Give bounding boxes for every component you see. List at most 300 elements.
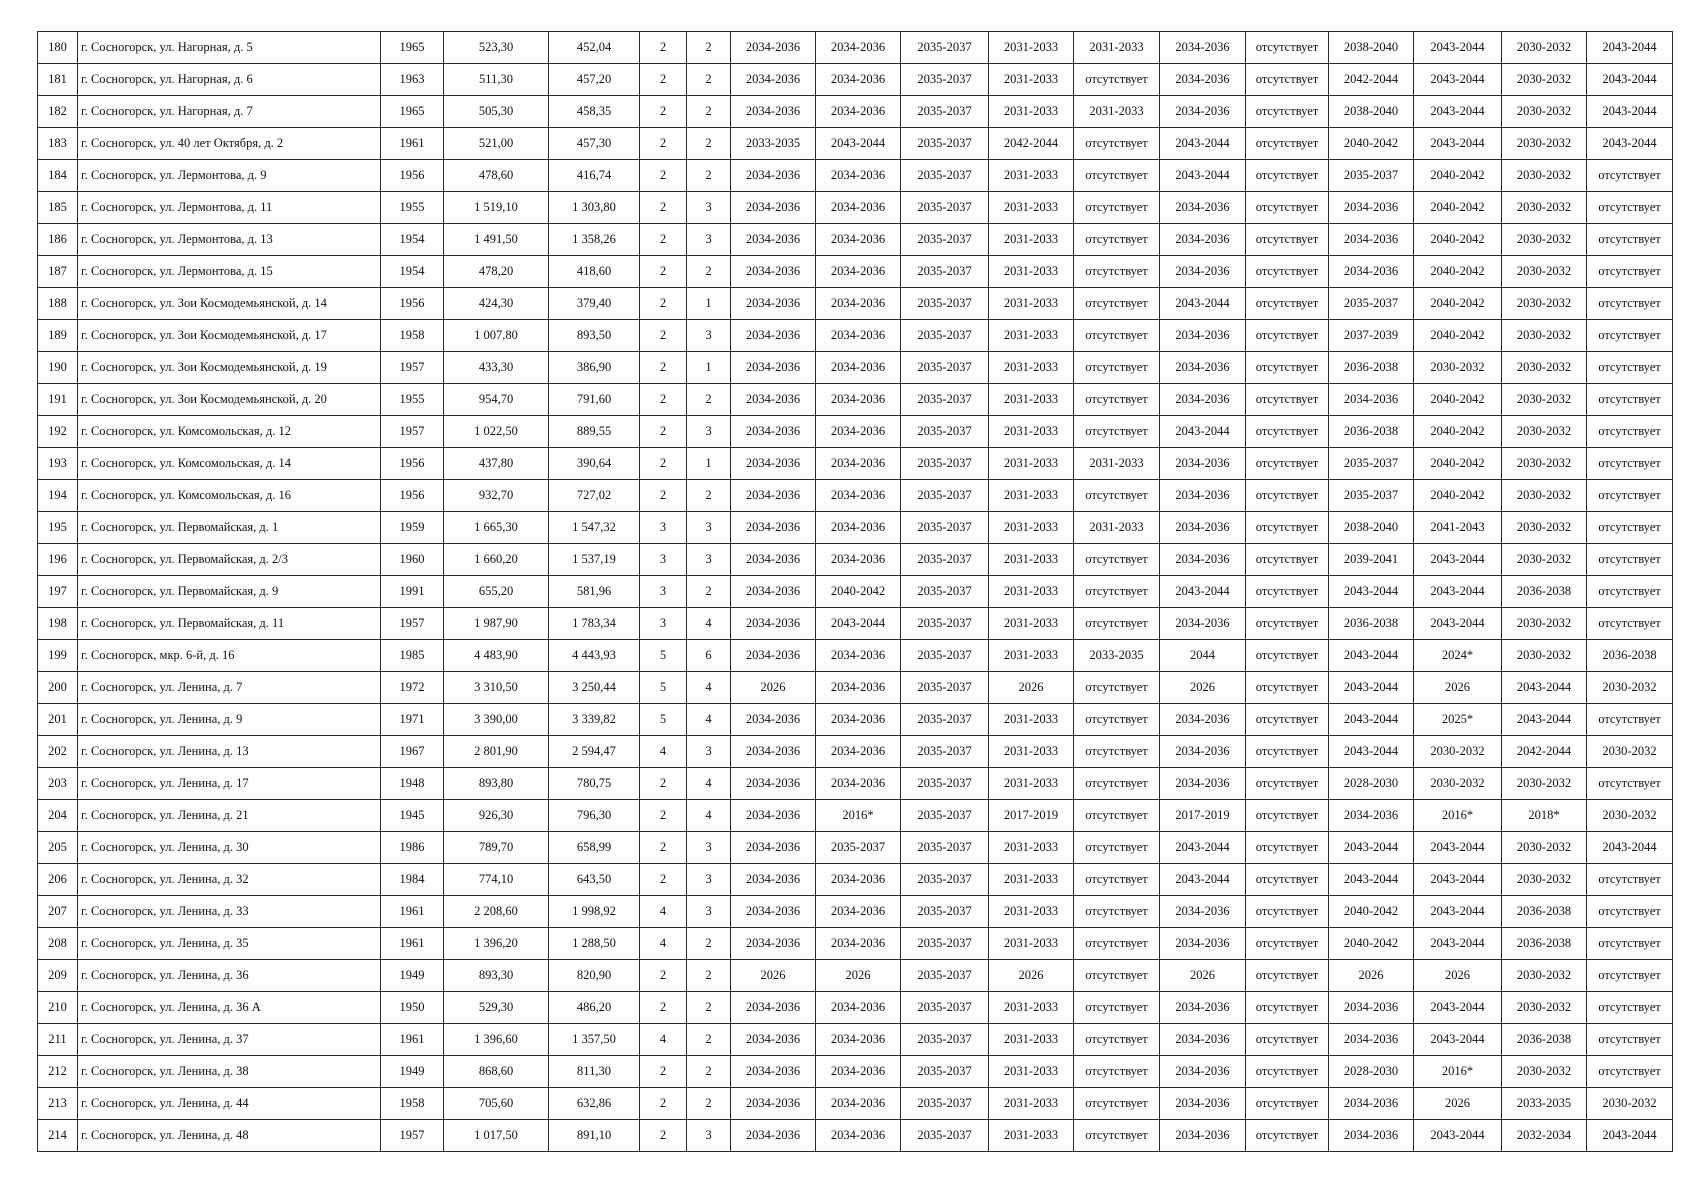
living-area-cell: 1 357,50 <box>549 1024 640 1056</box>
row-number-cell: 208 <box>38 928 78 960</box>
year-cell: 1961 <box>381 928 444 960</box>
period-col15-cell: 2034-2036 <box>1329 192 1414 224</box>
period-col10-cell: 2035-2037 <box>901 576 989 608</box>
period-col17-cell: 2030-2032 <box>1502 288 1587 320</box>
period-col12-cell: 2031-2033 <box>1074 448 1160 480</box>
period-col17-cell: 2030-2032 <box>1502 128 1587 160</box>
period-col14-cell: отсутствует <box>1246 672 1329 704</box>
period-col13-cell: 2043-2044 <box>1160 576 1246 608</box>
row-number-cell: 183 <box>38 128 78 160</box>
period-col10-cell: 2035-2037 <box>901 416 989 448</box>
period-col9-cell: 2016* <box>816 800 901 832</box>
row-number-cell: 188 <box>38 288 78 320</box>
living-area-cell: 3 339,82 <box>549 704 640 736</box>
period-col15-cell: 2043-2044 <box>1329 704 1414 736</box>
period-col13-cell: 2034-2036 <box>1160 480 1246 512</box>
period-col18-cell: отсутствует <box>1587 224 1673 256</box>
year-cell: 1955 <box>381 192 444 224</box>
period-col17-cell: 2030-2032 <box>1502 256 1587 288</box>
floors-cell: 5 <box>640 640 687 672</box>
period-col18-cell: 2043-2044 <box>1587 64 1673 96</box>
period-col14-cell: отсутствует <box>1246 704 1329 736</box>
period-col12-cell: отсутствует <box>1074 832 1160 864</box>
address-cell: г. Сосногорск, ул. Комсомольская, д. 12 <box>78 416 381 448</box>
period-col17-cell: 2030-2032 <box>1502 160 1587 192</box>
entrances-cell: 2 <box>687 1088 731 1120</box>
table-row <box>38 736 1673 768</box>
period-col18-cell: отсутствует <box>1587 608 1673 640</box>
period-col18-cell: отсутствует <box>1587 320 1673 352</box>
period-col18-cell: отсутствует <box>1587 960 1673 992</box>
period-col15-cell: 2038-2040 <box>1329 512 1414 544</box>
address-cell: г. Сосногорск, ул. Ленина, д. 17 <box>78 768 381 800</box>
total-area-cell: 433,30 <box>444 352 549 384</box>
period-col11-cell: 2031-2033 <box>989 480 1074 512</box>
table-row <box>38 672 1673 704</box>
living-area-cell: 796,30 <box>549 800 640 832</box>
period-col15-cell: 2028-2030 <box>1329 1056 1414 1088</box>
total-area-cell: 774,10 <box>444 864 549 896</box>
row-number-cell: 199 <box>38 640 78 672</box>
period-col15-cell: 2043-2044 <box>1329 736 1414 768</box>
floors-cell: 2 <box>640 192 687 224</box>
table-row <box>38 1088 1673 1120</box>
period-col13-cell: 2034-2036 <box>1160 512 1246 544</box>
table-row <box>38 64 1673 96</box>
period-col11-cell: 2031-2033 <box>989 608 1074 640</box>
living-area-cell: 891,10 <box>549 1120 640 1152</box>
period-col8-cell: 2034-2036 <box>731 992 816 1024</box>
period-col17-cell: 2030-2032 <box>1502 192 1587 224</box>
period-col10-cell: 2035-2037 <box>901 320 989 352</box>
living-area-cell: 390,64 <box>549 448 640 480</box>
period-col15-cell: 2036-2038 <box>1329 352 1414 384</box>
row-number-cell: 190 <box>38 352 78 384</box>
period-col10-cell: 2035-2037 <box>901 96 989 128</box>
table-row <box>38 448 1673 480</box>
row-number-cell: 205 <box>38 832 78 864</box>
year-cell: 1957 <box>381 352 444 384</box>
living-area-cell: 4 443,93 <box>549 640 640 672</box>
total-area-cell: 478,20 <box>444 256 549 288</box>
year-cell: 1958 <box>381 320 444 352</box>
row-number-cell: 192 <box>38 416 78 448</box>
living-area-cell: 893,50 <box>549 320 640 352</box>
entrances-cell: 2 <box>687 160 731 192</box>
period-col14-cell: отсутствует <box>1246 288 1329 320</box>
living-area-cell: 632,86 <box>549 1088 640 1120</box>
period-col15-cell: 2043-2044 <box>1329 576 1414 608</box>
period-col8-cell: 2034-2036 <box>731 768 816 800</box>
period-col16-cell: 2040-2042 <box>1414 224 1502 256</box>
period-col11-cell: 2031-2033 <box>989 32 1074 64</box>
period-col13-cell: 2034-2036 <box>1160 352 1246 384</box>
period-col12-cell: отсутствует <box>1074 160 1160 192</box>
period-col12-cell: 2031-2033 <box>1074 96 1160 128</box>
floors-cell: 3 <box>640 576 687 608</box>
period-col10-cell: 2035-2037 <box>901 480 989 512</box>
address-cell: г. Сосногорск, ул. Зои Космодемьянской, д. 20 <box>78 384 381 416</box>
living-area-cell: 1 998,92 <box>549 896 640 928</box>
period-col9-cell: 2034-2036 <box>816 992 901 1024</box>
period-col17-cell: 2030-2032 <box>1502 640 1587 672</box>
floors-cell: 2 <box>640 832 687 864</box>
year-cell: 1971 <box>381 704 444 736</box>
period-col13-cell: 2034-2036 <box>1160 608 1246 640</box>
period-col14-cell: отсутствует <box>1246 160 1329 192</box>
period-col8-cell: 2034-2036 <box>731 448 816 480</box>
entrances-cell: 3 <box>687 736 731 768</box>
table-row <box>38 544 1673 576</box>
period-col16-cell: 2040-2042 <box>1414 384 1502 416</box>
total-area-cell: 2 801,90 <box>444 736 549 768</box>
row-number-cell: 203 <box>38 768 78 800</box>
period-col9-cell: 2034-2036 <box>816 864 901 896</box>
period-col8-cell: 2034-2036 <box>731 1120 816 1152</box>
period-col10-cell: 2035-2037 <box>901 704 989 736</box>
period-col12-cell: отсутствует <box>1074 864 1160 896</box>
address-cell: г. Сосногорск, мкр. 6-й, д. 16 <box>78 640 381 672</box>
living-area-cell: 643,50 <box>549 864 640 896</box>
address-cell: г. Сосногорск, ул. Ленина, д. 9 <box>78 704 381 736</box>
period-col10-cell: 2035-2037 <box>901 160 989 192</box>
period-col11-cell: 2031-2033 <box>989 256 1074 288</box>
period-col10-cell: 2035-2037 <box>901 736 989 768</box>
period-col8-cell: 2034-2036 <box>731 256 816 288</box>
address-cell: г. Сосногорск, ул. Ленина, д. 48 <box>78 1120 381 1152</box>
address-cell: г. Сосногорск, ул. Нагорная, д. 6 <box>78 64 381 96</box>
entrances-cell: 2 <box>687 32 731 64</box>
period-col14-cell: отсутствует <box>1246 448 1329 480</box>
entrances-cell: 4 <box>687 800 731 832</box>
period-col15-cell: 2043-2044 <box>1329 640 1414 672</box>
period-col16-cell: 2043-2044 <box>1414 32 1502 64</box>
period-col11-cell: 2031-2033 <box>989 192 1074 224</box>
period-col16-cell: 2030-2032 <box>1414 352 1502 384</box>
period-col10-cell: 2035-2037 <box>901 128 989 160</box>
period-col18-cell: 2043-2044 <box>1587 96 1673 128</box>
period-col11-cell: 2031-2033 <box>989 288 1074 320</box>
year-cell: 1957 <box>381 608 444 640</box>
floors-cell: 2 <box>640 288 687 320</box>
entrances-cell: 1 <box>687 288 731 320</box>
period-col17-cell: 2036-2038 <box>1502 1024 1587 1056</box>
period-col11-cell: 2042-2044 <box>989 128 1074 160</box>
period-col8-cell: 2034-2036 <box>731 288 816 320</box>
period-col13-cell: 2034-2036 <box>1160 32 1246 64</box>
period-col12-cell: отсутствует <box>1074 1056 1160 1088</box>
period-col11-cell: 2026 <box>989 672 1074 704</box>
period-col9-cell: 2034-2036 <box>816 320 901 352</box>
floors-cell: 2 <box>640 960 687 992</box>
entrances-cell: 4 <box>687 704 731 736</box>
period-col11-cell: 2031-2033 <box>989 352 1074 384</box>
period-col14-cell: отсутствует <box>1246 320 1329 352</box>
row-number-cell: 198 <box>38 608 78 640</box>
period-col16-cell: 2041-2043 <box>1414 512 1502 544</box>
period-col13-cell: 2026 <box>1160 672 1246 704</box>
floors-cell: 2 <box>640 352 687 384</box>
period-col16-cell: 2043-2044 <box>1414 576 1502 608</box>
period-col16-cell: 2043-2044 <box>1414 96 1502 128</box>
period-col12-cell: отсутствует <box>1074 352 1160 384</box>
total-area-cell: 424,30 <box>444 288 549 320</box>
period-col17-cell: 2036-2038 <box>1502 896 1587 928</box>
row-number-cell: 191 <box>38 384 78 416</box>
period-col18-cell: отсутствует <box>1587 896 1673 928</box>
period-col8-cell: 2034-2036 <box>731 32 816 64</box>
entrances-cell: 2 <box>687 1056 731 1088</box>
period-col16-cell: 2016* <box>1414 1056 1502 1088</box>
period-col16-cell: 2024* <box>1414 640 1502 672</box>
period-col16-cell: 2040-2042 <box>1414 448 1502 480</box>
period-col11-cell: 2031-2033 <box>989 992 1074 1024</box>
period-col8-cell: 2034-2036 <box>731 608 816 640</box>
period-col8-cell: 2034-2036 <box>731 832 816 864</box>
entrances-cell: 2 <box>687 992 731 1024</box>
table-row <box>38 128 1673 160</box>
period-col9-cell: 2034-2036 <box>816 64 901 96</box>
period-col17-cell: 2030-2032 <box>1502 32 1587 64</box>
total-area-cell: 926,30 <box>444 800 549 832</box>
period-col18-cell: отсутствует <box>1587 352 1673 384</box>
period-col17-cell: 2030-2032 <box>1502 864 1587 896</box>
row-number-cell: 214 <box>38 1120 78 1152</box>
floors-cell: 2 <box>640 1088 687 1120</box>
period-col9-cell: 2034-2036 <box>816 480 901 512</box>
total-area-cell: 1 519,10 <box>444 192 549 224</box>
period-col12-cell: отсутствует <box>1074 960 1160 992</box>
period-col18-cell: отсутствует <box>1587 480 1673 512</box>
floors-cell: 2 <box>640 32 687 64</box>
period-col15-cell: 2038-2040 <box>1329 96 1414 128</box>
total-area-cell: 529,30 <box>444 992 549 1024</box>
row-number-cell: 212 <box>38 1056 78 1088</box>
period-col10-cell: 2035-2037 <box>901 640 989 672</box>
floors-cell: 3 <box>640 608 687 640</box>
year-cell: 1965 <box>381 32 444 64</box>
period-col11-cell: 2031-2033 <box>989 1024 1074 1056</box>
living-area-cell: 418,60 <box>549 256 640 288</box>
living-area-cell: 1 547,32 <box>549 512 640 544</box>
address-cell: г. Сосногорск, ул. Лермонтова, д. 15 <box>78 256 381 288</box>
period-col15-cell: 2040-2042 <box>1329 128 1414 160</box>
period-col11-cell: 2031-2033 <box>989 928 1074 960</box>
period-col11-cell: 2031-2033 <box>989 576 1074 608</box>
period-col12-cell: отсутствует <box>1074 416 1160 448</box>
period-col17-cell: 2043-2044 <box>1502 704 1587 736</box>
period-col14-cell: отсутствует <box>1246 64 1329 96</box>
period-col13-cell: 2026 <box>1160 960 1246 992</box>
period-col18-cell: отсутствует <box>1587 512 1673 544</box>
period-col13-cell: 2034-2036 <box>1160 1120 1246 1152</box>
period-col15-cell: 2026 <box>1329 960 1414 992</box>
entrances-cell: 3 <box>687 224 731 256</box>
row-number-cell: 185 <box>38 192 78 224</box>
address-cell: г. Сосногорск, ул. Первомайская, д. 11 <box>78 608 381 640</box>
table-row <box>38 32 1673 64</box>
address-cell: г. Сосногорск, ул. Зои Космодемьянской, д. 19 <box>78 352 381 384</box>
total-area-cell: 1 987,90 <box>444 608 549 640</box>
entrances-cell: 2 <box>687 128 731 160</box>
row-number-cell: 187 <box>38 256 78 288</box>
period-col10-cell: 2035-2037 <box>901 352 989 384</box>
living-area-cell: 1 358,26 <box>549 224 640 256</box>
period-col10-cell: 2035-2037 <box>901 448 989 480</box>
total-area-cell: 1 007,80 <box>444 320 549 352</box>
period-col9-cell: 2034-2036 <box>816 256 901 288</box>
period-col16-cell: 2040-2042 <box>1414 160 1502 192</box>
period-col14-cell: отсутствует <box>1246 864 1329 896</box>
floors-cell: 2 <box>640 800 687 832</box>
table-row <box>38 704 1673 736</box>
period-col9-cell: 2034-2036 <box>816 224 901 256</box>
period-col14-cell: отсутствует <box>1246 1056 1329 1088</box>
period-col14-cell: отсутствует <box>1246 1088 1329 1120</box>
period-col9-cell: 2034-2036 <box>816 32 901 64</box>
table-row <box>38 416 1673 448</box>
year-cell: 1956 <box>381 480 444 512</box>
period-col13-cell: 2034-2036 <box>1160 1088 1246 1120</box>
period-col11-cell: 2031-2033 <box>989 320 1074 352</box>
total-area-cell: 705,60 <box>444 1088 549 1120</box>
period-col13-cell: 2034-2036 <box>1160 224 1246 256</box>
period-col12-cell: отсутствует <box>1074 608 1160 640</box>
period-col9-cell: 2034-2036 <box>816 448 901 480</box>
living-area-cell: 889,55 <box>549 416 640 448</box>
floors-cell: 4 <box>640 896 687 928</box>
table-body <box>38 32 1673 1152</box>
floors-cell: 2 <box>640 160 687 192</box>
period-col8-cell: 2034-2036 <box>731 416 816 448</box>
period-col8-cell: 2034-2036 <box>731 704 816 736</box>
period-col18-cell: отсутствует <box>1587 928 1673 960</box>
table-row <box>38 800 1673 832</box>
period-col12-cell: отсутствует <box>1074 384 1160 416</box>
period-col16-cell: 2043-2044 <box>1414 864 1502 896</box>
period-col12-cell: отсутствует <box>1074 544 1160 576</box>
entrances-cell: 1 <box>687 448 731 480</box>
total-area-cell: 1 022,50 <box>444 416 549 448</box>
period-col13-cell: 2034-2036 <box>1160 1056 1246 1088</box>
row-number-cell: 206 <box>38 864 78 896</box>
period-col18-cell: отсутствует <box>1587 160 1673 192</box>
period-col10-cell: 2035-2037 <box>901 384 989 416</box>
period-col13-cell: 2034-2036 <box>1160 928 1246 960</box>
period-col16-cell: 2040-2042 <box>1414 416 1502 448</box>
table-row <box>38 992 1673 1024</box>
period-col12-cell: 2031-2033 <box>1074 512 1160 544</box>
period-col8-cell: 2034-2036 <box>731 96 816 128</box>
period-col8-cell: 2034-2036 <box>731 64 816 96</box>
row-number-cell: 202 <box>38 736 78 768</box>
year-cell: 1957 <box>381 416 444 448</box>
living-area-cell: 3 250,44 <box>549 672 640 704</box>
period-col14-cell: отсутствует <box>1246 544 1329 576</box>
address-cell: г. Сосногорск, ул. Ленина, д. 13 <box>78 736 381 768</box>
period-col17-cell: 2042-2044 <box>1502 736 1587 768</box>
period-col14-cell: отсутствует <box>1246 96 1329 128</box>
year-cell: 1950 <box>381 992 444 1024</box>
period-col8-cell: 2034-2036 <box>731 544 816 576</box>
year-cell: 1958 <box>381 1088 444 1120</box>
year-cell: 1967 <box>381 736 444 768</box>
floors-cell: 2 <box>640 128 687 160</box>
year-cell: 1965 <box>381 96 444 128</box>
period-col11-cell: 2031-2033 <box>989 416 1074 448</box>
period-col9-cell: 2034-2036 <box>816 96 901 128</box>
entrances-cell: 2 <box>687 256 731 288</box>
period-col13-cell: 2034-2036 <box>1160 384 1246 416</box>
row-number-cell: 196 <box>38 544 78 576</box>
row-number-cell: 197 <box>38 576 78 608</box>
floors-cell: 2 <box>640 1120 687 1152</box>
period-col9-cell: 2034-2036 <box>816 192 901 224</box>
living-area-cell: 791,60 <box>549 384 640 416</box>
address-cell: г. Сосногорск, ул. Лермонтова, д. 13 <box>78 224 381 256</box>
address-cell: г. Сосногорск, ул. Зои Космодемьянской, д. 14 <box>78 288 381 320</box>
period-col9-cell: 2034-2036 <box>816 736 901 768</box>
period-col8-cell: 2034-2036 <box>731 224 816 256</box>
period-col18-cell: отсутствует <box>1587 704 1673 736</box>
period-col10-cell: 2035-2037 <box>901 608 989 640</box>
address-cell: г. Сосногорск, ул. Первомайская, д. 9 <box>78 576 381 608</box>
address-cell: г. Сосногорск, ул. Лермонтова, д. 11 <box>78 192 381 224</box>
period-col10-cell: 2035-2037 <box>901 192 989 224</box>
period-col15-cell: 2028-2030 <box>1329 768 1414 800</box>
address-cell: г. Сосногорск, ул. Ленина, д. 33 <box>78 896 381 928</box>
period-col17-cell: 2030-2032 <box>1502 832 1587 864</box>
period-col9-cell: 2034-2036 <box>816 768 901 800</box>
period-col13-cell: 2034-2036 <box>1160 704 1246 736</box>
period-col18-cell: отсутствует <box>1587 544 1673 576</box>
period-col13-cell: 2034-2036 <box>1160 768 1246 800</box>
period-col14-cell: отсутствует <box>1246 192 1329 224</box>
period-col12-cell: отсутствует <box>1074 192 1160 224</box>
period-col9-cell: 2034-2036 <box>816 544 901 576</box>
period-col14-cell: отсутствует <box>1246 640 1329 672</box>
row-number-cell: 210 <box>38 992 78 1024</box>
address-cell: г. Сосногорск, ул. Ленина, д. 44 <box>78 1088 381 1120</box>
living-area-cell: 386,90 <box>549 352 640 384</box>
living-area-cell: 820,90 <box>549 960 640 992</box>
period-col8-cell: 2034-2036 <box>731 864 816 896</box>
period-col17-cell: 2030-2032 <box>1502 608 1587 640</box>
period-col9-cell: 2034-2036 <box>816 928 901 960</box>
period-col18-cell: 2030-2032 <box>1587 1088 1673 1120</box>
entrances-cell: 4 <box>687 672 731 704</box>
period-col14-cell: отсутствует <box>1246 1120 1329 1152</box>
period-col15-cell: 2034-2036 <box>1329 384 1414 416</box>
period-col12-cell: отсутствует <box>1074 1024 1160 1056</box>
period-col13-cell: 2034-2036 <box>1160 896 1246 928</box>
period-col12-cell: отсутствует <box>1074 704 1160 736</box>
period-col16-cell: 2030-2032 <box>1414 736 1502 768</box>
total-area-cell: 437,80 <box>444 448 549 480</box>
entrances-cell: 2 <box>687 96 731 128</box>
period-col13-cell: 2034-2036 <box>1160 96 1246 128</box>
period-col11-cell: 2031-2033 <box>989 96 1074 128</box>
entrances-cell: 3 <box>687 832 731 864</box>
entrances-cell: 2 <box>687 960 731 992</box>
period-col10-cell: 2035-2037 <box>901 32 989 64</box>
total-area-cell: 3 390,00 <box>444 704 549 736</box>
table-row <box>38 576 1673 608</box>
year-cell: 1954 <box>381 224 444 256</box>
entrances-cell: 4 <box>687 768 731 800</box>
floors-cell: 2 <box>640 448 687 480</box>
floors-cell: 2 <box>640 320 687 352</box>
